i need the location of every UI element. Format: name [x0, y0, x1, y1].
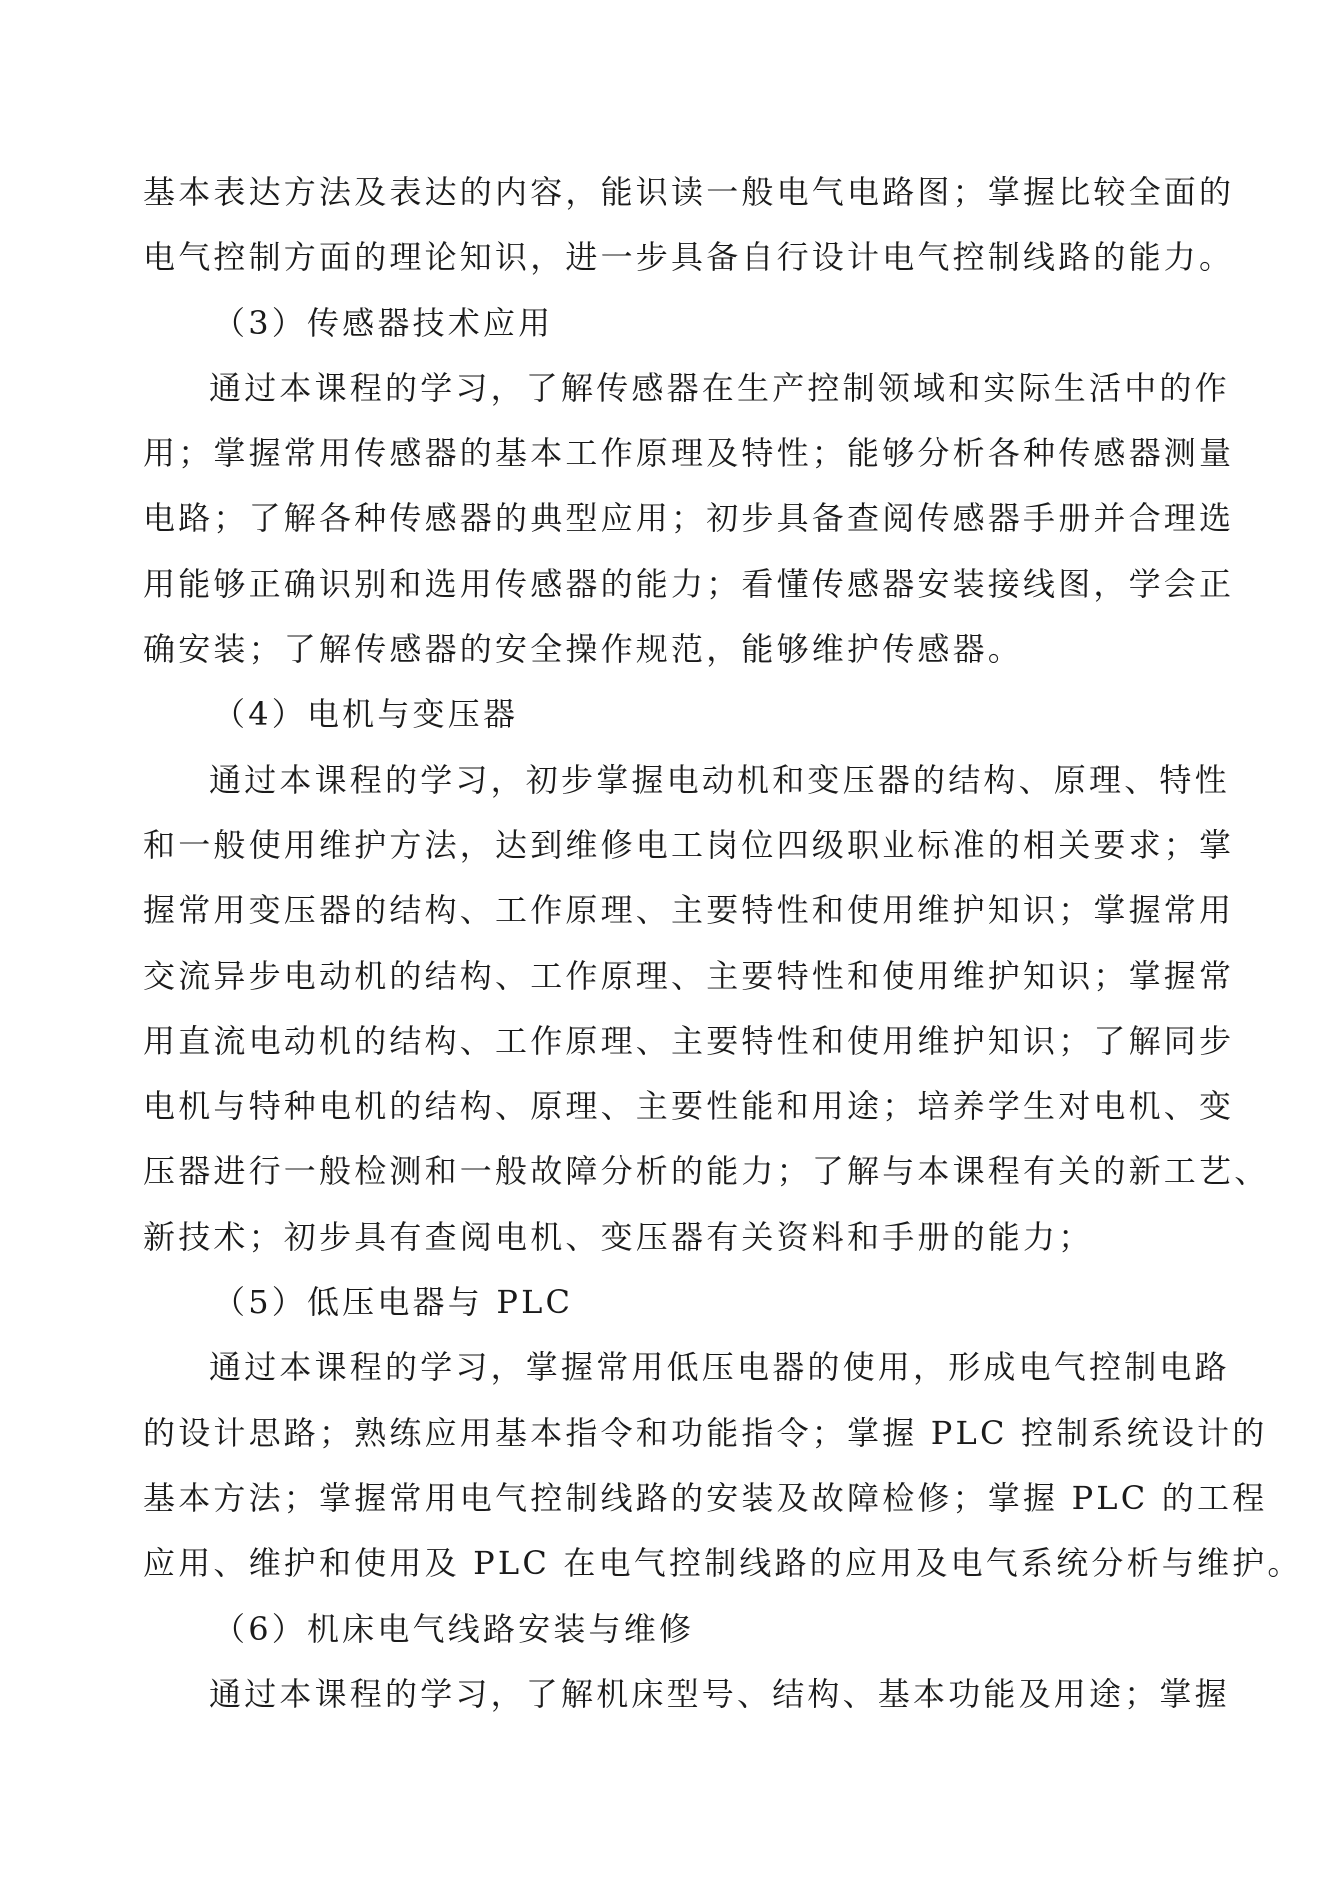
paragraph-line: 和一般使用维护方法，达到维修电工岗位四级职业标准的相关要求；掌 — [143, 825, 1235, 864]
paragraph-line: 确安装；了解传感器的安全操作规范，能够维护传感器。 — [143, 630, 1024, 669]
paragraph-line: 用能够正确识别和选用传感器的能力；看懂传感器安装接线图，学会正 — [143, 564, 1235, 603]
section-heading-4: （4）电机与变压器 — [213, 695, 519, 734]
paragraph-line: 的设计思路；熟练应用基本指令和功能指令；掌握 PLC 控制系统设计的 — [143, 1413, 1268, 1452]
paragraph-line: 用；掌握常用传感器的基本工作原理及特性；能够分析各种传感器测量 — [143, 434, 1235, 473]
paragraph-line: 电路；了解各种传感器的典型应用；初步具备查阅传感器手册并合理选 — [143, 499, 1235, 538]
paragraph-line: 交流异步电动机的结构、工作原理、主要特性和使用维护知识；掌握常 — [143, 956, 1235, 995]
paragraph-line: 电机与特种电机的结构、原理、主要性能和用途；培养学生对电机、变 — [143, 1087, 1235, 1126]
paragraph-line: 握常用变压器的结构、工作原理、主要特性和使用维护知识；掌握常用 — [143, 891, 1235, 930]
paragraph-line: 电气控制方面的理论知识，进一步具备自行设计电气控制线路的能力。 — [143, 238, 1235, 277]
paragraph-line: 通过本课程的学习，掌握常用低压电器的使用，形成电气控制电路 — [209, 1348, 1230, 1387]
paragraph-line: 基本表达方法及表达的内容，能识读一般电气电路图；掌握比较全面的 — [143, 173, 1235, 211]
paragraph-line: 通过本课程的学习，了解传感器在生产控制领域和实际生活中的作 — [209, 368, 1230, 407]
paragraph-line: 新技术；初步具有查阅电机、变压器有关资料和手册的能力； — [143, 1217, 1094, 1256]
paragraph-line: 用直流电动机的结构、工作原理、主要特性和使用维护知识；了解同步 — [143, 1021, 1235, 1060]
paragraph-line: 压器进行一般检测和一般故障分析的能力；了解与本课程有关的新工艺、 — [143, 1152, 1270, 1191]
paragraph-line: 基本方法；掌握常用电气控制线路的安装及故障检修；掌握 PLC 的工程 — [143, 1478, 1268, 1517]
section-heading-6: （6）机床电气线路安装与维修 — [213, 1609, 695, 1648]
section-heading-3: （3）传感器技术应用 — [213, 303, 554, 342]
body-text — [143, 160, 1303, 1727]
paragraph-line: 应用、维护和使用及 PLC 在电气控制线路的应用及电气系统分析与维护。 — [143, 1544, 1303, 1583]
paragraph-line: 通过本课程的学习，初步掌握电动机和变压器的结构、原理、特性 — [209, 760, 1230, 799]
paragraph-line: 通过本课程的学习，了解机床型号、结构、基本功能及用途；掌握 — [209, 1674, 1230, 1713]
section-heading-5: （5）低压电器与 PLC — [213, 1283, 574, 1322]
